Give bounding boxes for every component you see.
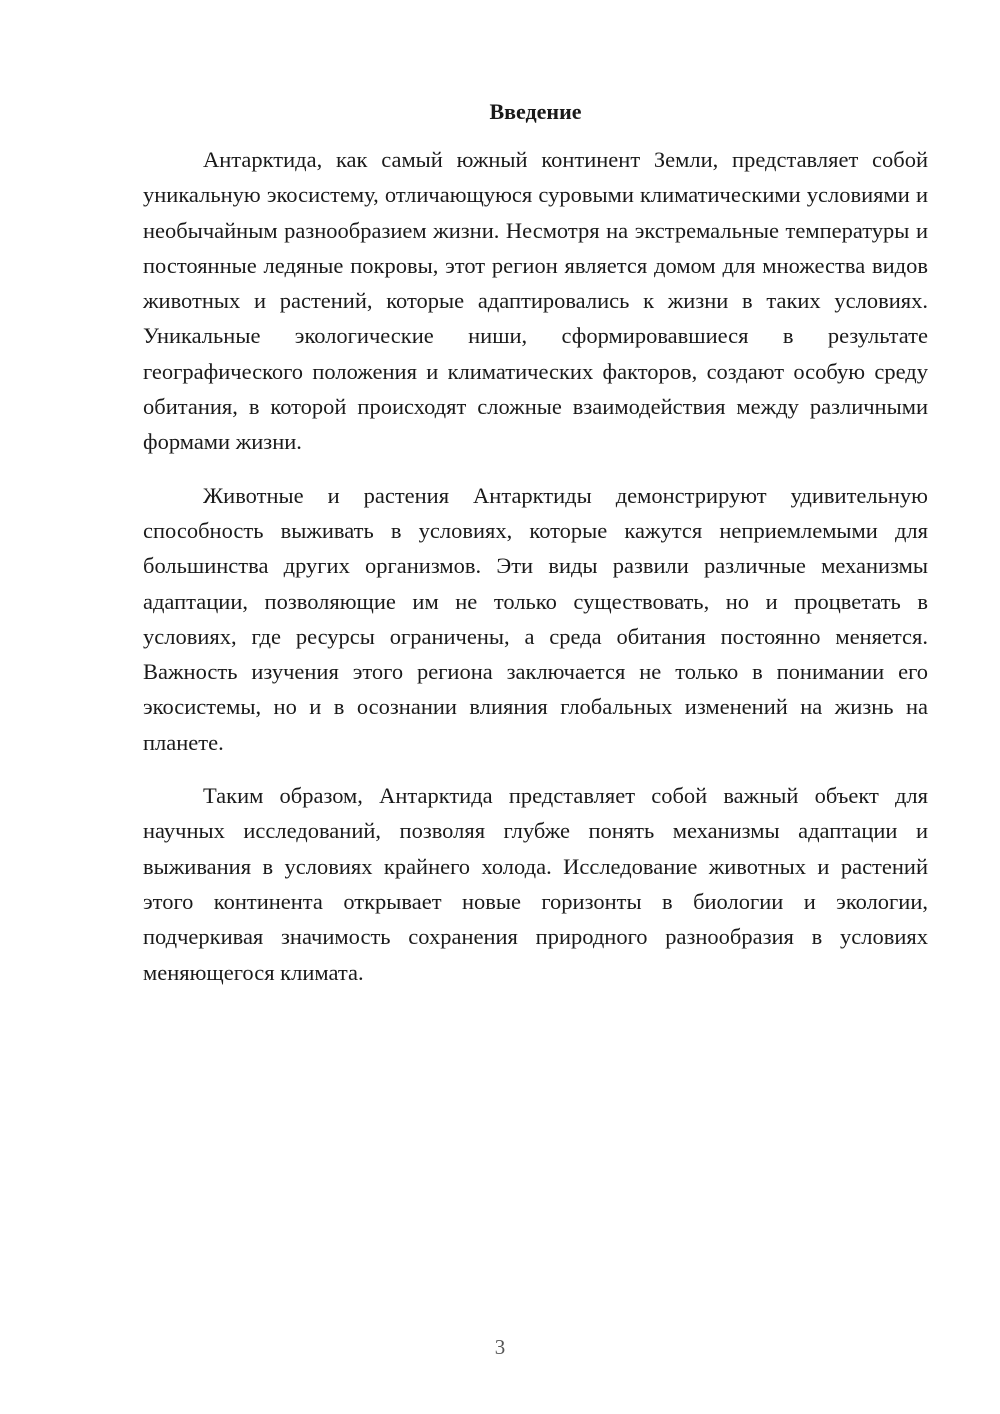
- body-text: [143, 142, 928, 1008]
- section-heading: Введение: [489, 99, 582, 124]
- paragraph-3: Таким образом, Антарктида представляет собой важный объект для научных исследований, позволяя глубже понять механизмы адаптации и выживания в условиях крайнего холода. Исследование животных и растений этого континента открывает новые горизонты в биологии и экологии, подчеркивая значимость сохранения природного разнообразия в условиях меняющегося климата.: [143, 783, 928, 985]
- page-number: 3: [494, 1335, 506, 1359]
- paragraph-2: Животные и растения Антарктиды демонстрируют удивительную способность выживать в условиях, которые кажутся неприемлемыми для большинства других организмов. Эти виды развили различные механизмы адаптации, позволяющие им не только существовать, но и процветать в условиях, где ресурсы ограничены, а среда обитания постоянно меняется. Важность изучения этого региона заключается не только в понимании его экосистемы, но и в осознании влияния глобальных изменений на жизнь на планете.: [143, 482, 928, 755]
- paragraph-1: Антарктида, как самый южный континент Земли, представляет собой уникальную экосистему, отличающуюся суровыми климатическими условиями и необычайным разнообразием жизни. Несмотря на экстремальные температуры и постоянные ледяные покровы, этот регион является домом для множества видов животных и растений, которые адаптировались к жизни в таких условиях. Уникальные экологические ниши, сформировавшиеся в результате географического положения и климатических факторов, создают особую среду обитания, в которой происходят сложные взаимодействия между различными формами жизни.: [143, 147, 928, 455]
